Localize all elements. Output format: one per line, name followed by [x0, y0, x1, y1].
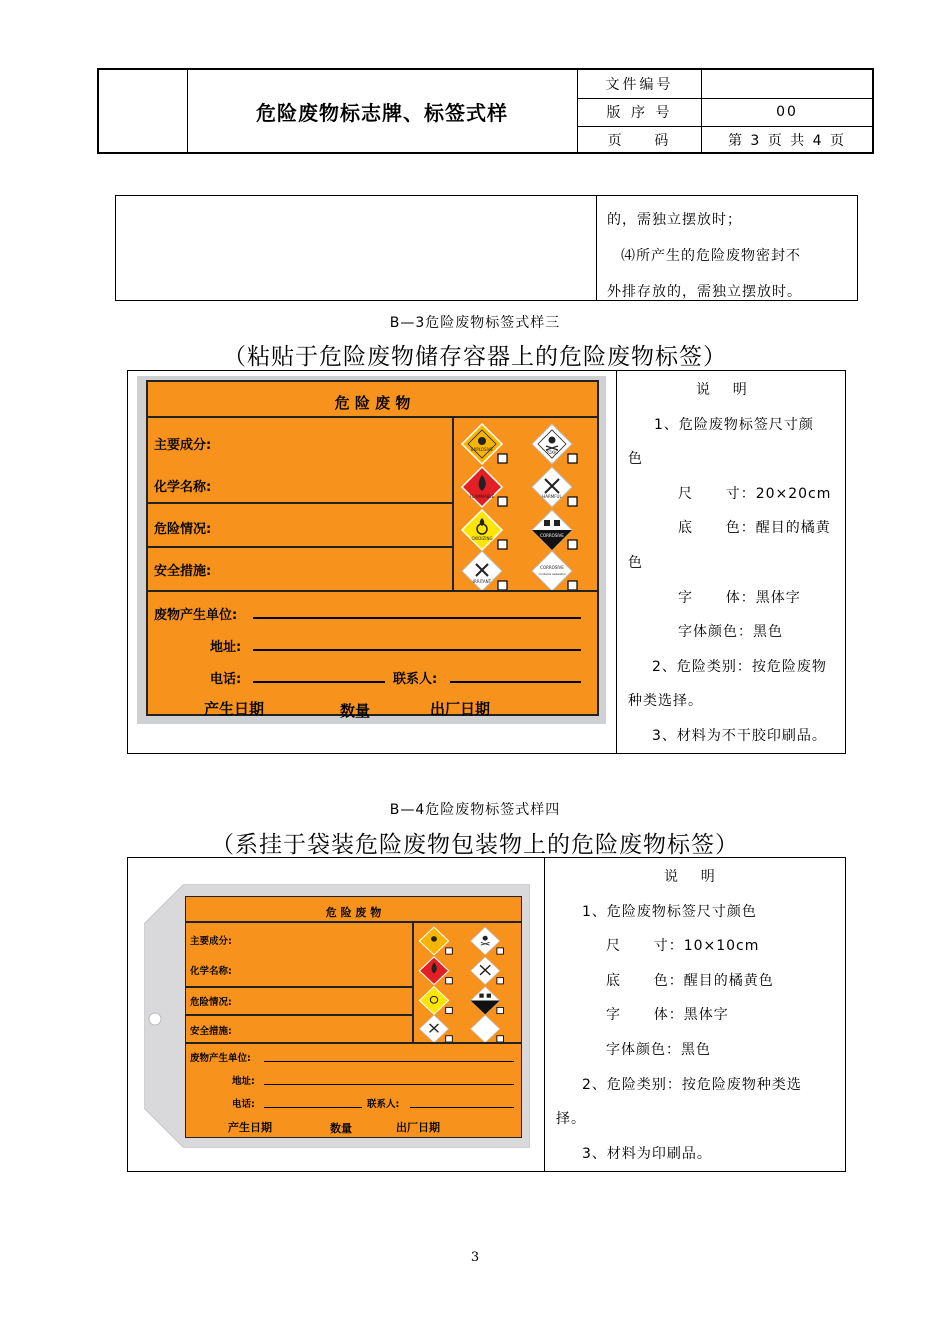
svg-text:CORROSIVE: CORROSIVE: [540, 533, 564, 538]
svg-text:IRRITANT: IRRITANT: [472, 579, 492, 584]
notes-line: 种类选择。: [628, 693, 703, 710]
meta-row-page: [578, 126, 872, 153]
field-address: 地址:: [210, 640, 242, 655]
grid-line: [186, 986, 412, 988]
notes-line: 底 色：醒目的橘黄: [678, 520, 831, 537]
harmful-icon: [471, 957, 500, 985]
hazard-checkbox: [446, 1007, 453, 1013]
hazard-checkbox: [498, 497, 507, 506]
field-chemical-name: 化学名称:: [190, 966, 232, 977]
notes-line: 色: [628, 554, 643, 571]
field-chemical-name: 化学名称:: [154, 480, 212, 495]
phone-line: [264, 1107, 362, 1108]
continuation-table: [115, 195, 858, 301]
sample4-label: [185, 896, 522, 1138]
sample3-notes: [624, 373, 844, 754]
hazard-checkbox: [446, 978, 453, 984]
field-hazard-situation: 危险情况:: [190, 997, 232, 1008]
sample4-caption: B—4危险废物标签式样四: [389, 802, 561, 818]
sample3-caption: B—3危险废物标签式样三: [389, 315, 561, 331]
hazard-checkbox: [497, 978, 504, 984]
svg-text:FLAMMABLE: FLAMMABLE: [469, 494, 495, 499]
asbestos-icon: [471, 1015, 500, 1042]
field-address: 地址:: [232, 1076, 255, 1087]
svg-text:OXIDIZING: OXIDIZING: [471, 536, 493, 541]
grid-line: [186, 1042, 521, 1044]
meta-value: [702, 70, 872, 98]
flammable-icon: [462, 467, 502, 507]
hazard-symbol-grid: [456, 418, 601, 590]
notes-line: 1、危险废物标签尺寸颜: [654, 416, 814, 433]
notes-line: 尺 寸：20×20cm: [678, 485, 832, 502]
grid-line: [186, 1014, 412, 1016]
notes-line: 2、危险类别：按危险废物种类选: [582, 1076, 802, 1093]
field-phone: 电话:: [232, 1099, 255, 1110]
grid-line: [148, 502, 452, 504]
meta-key: 页 码: [578, 126, 702, 153]
hazard-checkbox: [568, 540, 577, 549]
continuation-right-cell: [597, 196, 857, 300]
document-title: 危险废物标志牌、标签式样: [256, 100, 508, 125]
notes-line: 3、材料为不干胶印刷品。: [652, 727, 827, 744]
svg-text:CORROSIVE: CORROSIVE: [540, 565, 564, 570]
svg-text:EXPLOSIVE: EXPLOSIVE: [471, 447, 493, 452]
field-shipping-date: 出厂日期: [430, 700, 491, 718]
field-phone: 电话:: [210, 672, 242, 687]
notes-line: 字体颜色：黑色: [678, 624, 783, 641]
field-contact: 联系人:: [367, 1099, 400, 1110]
corrosive-icon: [471, 987, 500, 1015]
field-producer: 废物产生单位:: [154, 608, 238, 623]
asbestos-icon: [532, 551, 572, 590]
sample4-subtitle: （系挂于袋装危险废物包装物上的危险废物标签）: [211, 832, 739, 858]
meta-row-file-number: [578, 70, 872, 99]
contact-line: [450, 681, 581, 683]
meta-key: 文件编号: [578, 70, 702, 98]
label-heading: 危 险 废 物: [325, 906, 382, 919]
notes-line: 1、危险废物标签尺寸颜色: [582, 903, 757, 920]
hazard-checkbox: [568, 497, 577, 506]
sample3-divider: [616, 371, 617, 753]
explosive-icon: [419, 927, 448, 955]
field-contact: 联系人:: [393, 672, 438, 687]
sample4-divider: [544, 858, 545, 1171]
hazard-checkbox: [497, 948, 504, 954]
notes-line: 3、材料为印刷品。: [582, 1145, 712, 1162]
hazard-symbol-grid: [415, 923, 521, 1042]
field-production-date: 产生日期: [204, 700, 265, 718]
field-shipping-date: 出厂日期: [396, 1121, 440, 1134]
field-main-components: 主要成分:: [154, 438, 212, 453]
address-line: [253, 649, 581, 651]
sample3-box: [127, 370, 846, 754]
explosive-icon: [462, 424, 502, 464]
hazard-checkbox: [498, 540, 507, 549]
continuation-left-cell: [116, 196, 597, 300]
grid-line: [148, 546, 452, 548]
irritant-icon: [462, 551, 502, 590]
sample4-notes: [552, 860, 844, 1171]
producer-line: [264, 1061, 514, 1062]
notes-line: 字 体：黑体字: [606, 1007, 729, 1024]
notes-line: 色: [628, 451, 643, 468]
corrosive-icon: [532, 510, 572, 550]
notes-line: 尺 寸：10×10cm: [606, 938, 760, 955]
field-quantity: 数量: [330, 1122, 352, 1135]
field-safety-measures: 安全措施:: [190, 1026, 232, 1037]
sample3-subtitle: （粘贴于危险废物储存容器上的危险废物标签）: [223, 344, 727, 370]
harmful-icon: [532, 467, 572, 507]
notes-line: 底 色：醒目的橘黄色: [606, 972, 774, 989]
address-line: [264, 1084, 514, 1085]
field-main-components: 主要成分:: [190, 936, 232, 947]
label-heading: 危 险 废 物: [334, 394, 411, 412]
notes-line: 字 体：黑体字: [678, 589, 801, 606]
notes-line: 择。: [556, 1111, 586, 1128]
hazard-checkbox: [497, 1036, 504, 1042]
svg-text:HARMFUL: HARMFUL: [542, 494, 562, 499]
meta-value: 第 3 页 共 4 页: [727, 132, 847, 149]
meta-row-version: [578, 98, 872, 127]
grid-line: [148, 590, 597, 592]
continuation-line: ⑷所产生的危险废物密封不: [621, 248, 801, 264]
notes-heading: 说 明: [696, 382, 748, 398]
document-header: [97, 68, 874, 154]
field-producer: 废物产生单位:: [190, 1053, 251, 1064]
toxic-icon: [471, 927, 500, 955]
phone-line: [253, 681, 385, 683]
notes-heading: 说 明: [664, 869, 716, 885]
oxidizing-icon: [419, 987, 448, 1015]
page-number: 3: [470, 1250, 480, 1265]
hazard-checkbox: [497, 1007, 504, 1013]
svg-text:contains asbestos: contains asbestos: [538, 572, 566, 576]
header-meta: [577, 70, 872, 152]
continuation-line: 外排存放的，需独立摆放时。: [607, 284, 802, 300]
hazard-checkbox: [446, 1036, 453, 1042]
field-quantity: 数量: [340, 702, 371, 720]
hazard-checkbox: [568, 581, 577, 590]
field-safety-measures: 安全措施:: [154, 564, 212, 579]
sample4-box: [127, 857, 846, 1172]
producer-line: [253, 617, 581, 619]
hazard-checkbox: [446, 948, 453, 954]
logo-cell: [99, 70, 188, 152]
meta-key: 版 序 号: [578, 98, 702, 126]
meta-value: 00: [776, 104, 798, 120]
field-hazard-situation: 危险情况:: [154, 522, 212, 537]
sample3-label: [146, 380, 599, 720]
irritant-icon: [419, 1015, 448, 1042]
oxidizing-icon: [462, 510, 502, 550]
notes-line: 2、危险类别：按危险废物: [652, 658, 827, 675]
grid-line: [452, 416, 454, 590]
hazard-checkbox: [568, 454, 577, 463]
contact-line: [410, 1107, 514, 1108]
svg-text:TOXIC: TOXIC: [545, 450, 559, 455]
notes-line: 字体颜色：黑色: [606, 1041, 711, 1058]
tag-hole-icon: [149, 1013, 161, 1025]
hazard-checkbox: [498, 454, 507, 463]
toxic-icon: [532, 424, 572, 464]
grid-line: [412, 921, 414, 1042]
hazard-checkbox: [498, 581, 507, 590]
continuation-line: 的，需独立摆放时；: [607, 212, 742, 228]
flammable-icon: [419, 957, 448, 985]
field-production-date: 产生日期: [228, 1121, 272, 1134]
